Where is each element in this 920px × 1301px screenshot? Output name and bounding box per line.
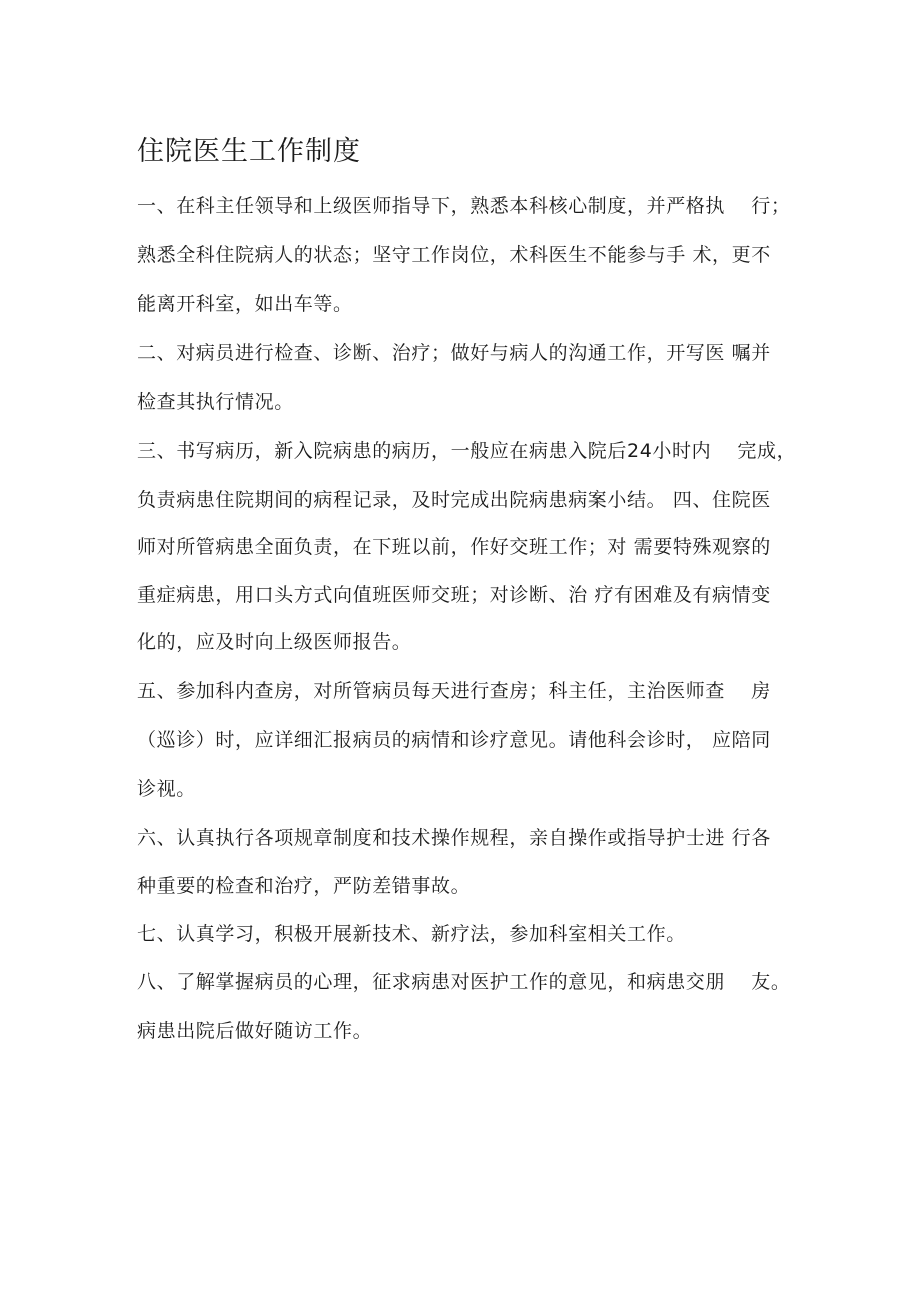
text-line: （巡诊）时，应详细汇报病员的病情和诊疗意见。请他科会诊时， 应陪同 <box>137 729 771 751</box>
text-line: 诊视。 <box>137 778 196 800</box>
text-line: 七、认真学习，积极开展新技术、新疗法，参加科室相关工作。 <box>137 923 686 945</box>
text-line: 重症病患，用口头方式向值班医师交班；对诊断、治 疗有困难及有病情变 <box>137 584 771 606</box>
text-line: 师对所管病患全面负责，在下班以前，作好交班工作；对 需要特殊观察的 <box>137 536 771 558</box>
document-title: 住院医生工作制度 <box>137 136 361 167</box>
text-line: 化的，应及时向上级医师报告。 <box>137 631 412 653</box>
text-line: 种重要的检查和治疗，严防差错事故。 <box>137 875 471 897</box>
text-line: 能离开科室，如出车等。 <box>137 293 353 315</box>
text-line: 熟悉全科住院病人的状态；坚守工作岗位，术科医生不能参与手 术，更不 <box>137 244 771 266</box>
text-line: 三、书写病历，新入院病患的病历，一般应在病患入院后24小时内 完成， <box>137 440 797 462</box>
text-line: 一、在科主任领导和上级医师指导下，熟悉本科核心制度，并严格执 行； <box>137 195 791 217</box>
text-line: 八、了解掌握病员的心理，征求病患对医护工作的意见，和病患交朋 友。 <box>137 971 791 993</box>
text-line: 五、参加科内查房，对所管病员每天进行查房；科主任，主治医师查 房 <box>137 680 771 702</box>
text-line: 检查其执行情况。 <box>137 391 294 413</box>
text-line: 二、对病员进行检查、诊断、治疗；做好与病人的沟通工作，开写医 嘱并 <box>137 342 771 364</box>
text-line: 病患出院后做好随访工作。 <box>137 1020 373 1042</box>
text-line: 六、认真执行各项规章制度和技术操作规程，亲自操作或指导护士进 行各 <box>137 827 771 849</box>
text-line: 负责病患住院期间的病程记录，及时完成出院病患病案小结。 四、住院医 <box>137 489 771 511</box>
